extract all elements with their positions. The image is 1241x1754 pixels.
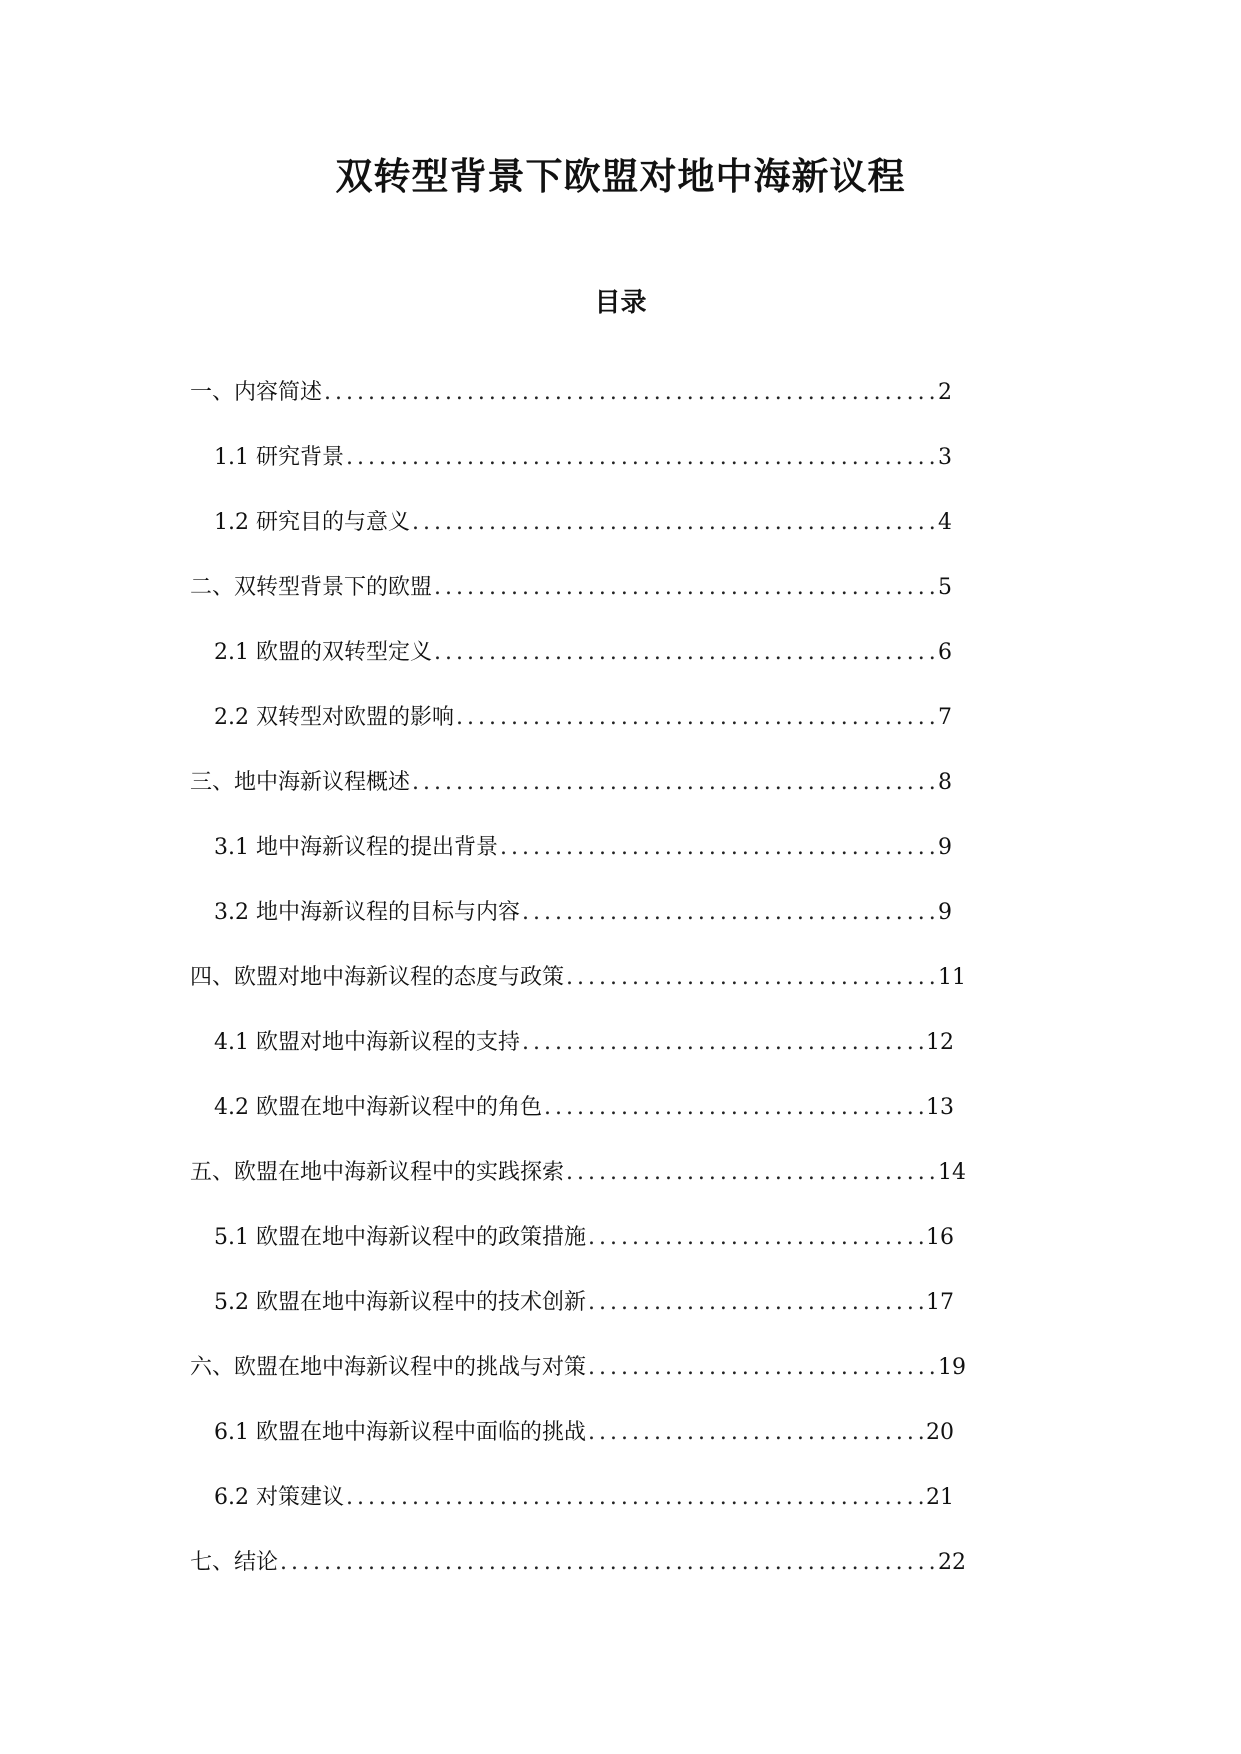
toc-page-number: 5 (938, 575, 952, 600)
toc-dot-leader (566, 965, 936, 991)
toc-entry-number: 6.2 (214, 1485, 249, 1510)
toc-entry-number: 3.1 (214, 835, 249, 860)
toc-entry-section-5[interactable] (190, 1160, 966, 1225)
toc-entry-section-2[interactable] (190, 575, 950, 640)
toc-entry-label: 一、内容简述 (190, 380, 323, 405)
toc-dot-leader (522, 1030, 924, 1056)
toc-entry-number: 4.2 (214, 1095, 249, 1120)
toc-dot-leader (588, 1225, 924, 1251)
toc-dot-leader (456, 705, 936, 731)
toc-dot-leader (588, 1355, 936, 1381)
toc-dot-leader (544, 1095, 924, 1121)
toc-page-number: 7 (938, 705, 952, 730)
toc-entry-label: 欧盟对地中海新议程的支持 (256, 1030, 521, 1055)
document-title: 双转型背景下欧盟对地中海新议程 (335, 154, 906, 198)
toc-entry-label: 研究背景 (256, 445, 345, 470)
toc-page-number: 21 (926, 1485, 954, 1510)
toc-page-number: 20 (926, 1420, 954, 1445)
toc-entry-subsection-1-1[interactable] (190, 445, 950, 510)
toc-page-number: 19 (938, 1355, 966, 1380)
toc-dot-leader (588, 1290, 924, 1316)
toc-dot-leader (500, 835, 936, 861)
toc-entry-label: 欧盟在地中海新议程中面临的挑战 (256, 1420, 587, 1445)
toc-entry-subsection-5-1[interactable] (190, 1225, 954, 1290)
toc-entry-label: 三、地中海新议程概述 (190, 770, 411, 795)
toc-page-number: 9 (938, 900, 952, 925)
toc-page-number: 4 (938, 510, 952, 535)
toc-page-number: 14 (938, 1160, 966, 1185)
toc-entry-number: 5.2 (214, 1290, 249, 1315)
toc-entry-subsection-5-2[interactable] (190, 1290, 954, 1355)
toc-entry-label: 研究目的与意义 (256, 510, 411, 535)
toc-entry-number: 2.1 (214, 640, 249, 665)
toc-dot-leader (412, 770, 936, 796)
toc-entry-number: 1.1 (214, 445, 249, 470)
toc-dot-leader (588, 1420, 924, 1446)
toc-entry-label: 七、结论 (190, 1550, 279, 1575)
toc-dot-leader (412, 510, 936, 536)
toc-entry-subsection-1-2[interactable] (190, 510, 950, 575)
toc-page-number: 9 (938, 835, 952, 860)
toc-entry-section-3[interactable] (190, 770, 950, 835)
toc-entry-subsection-3-2[interactable] (190, 900, 950, 965)
toc-entry-number: 1.2 (214, 510, 249, 535)
toc-page-number: 2 (938, 380, 952, 405)
toc-dot-leader (434, 575, 936, 601)
toc-dot-leader (280, 1550, 936, 1576)
toc-page-number: 17 (926, 1290, 954, 1315)
toc-entry-label: 欧盟的双转型定义 (256, 640, 433, 665)
toc-entry-number: 3.2 (214, 900, 249, 925)
toc-entry-label: 欧盟在地中海新议程中的政策措施 (256, 1225, 587, 1250)
toc-entry-label: 四、欧盟对地中海新议程的态度与政策 (190, 965, 565, 990)
toc-entry-label: 欧盟在地中海新议程中的技术创新 (256, 1290, 587, 1315)
toc-entry-label: 五、欧盟在地中海新议程中的实践探索 (190, 1160, 565, 1185)
toc-entry-label: 欧盟在地中海新议程中的角色 (256, 1095, 543, 1120)
toc-entry-label: 二、双转型背景下的欧盟 (190, 575, 433, 600)
toc-entry-subsection-3-1[interactable] (190, 835, 950, 900)
toc-entry-label: 对策建议 (256, 1485, 345, 1510)
toc-entry-subsection-4-1[interactable] (190, 1030, 954, 1095)
toc-entry-subsection-2-1[interactable] (190, 640, 950, 705)
toc-entry-section-6[interactable] (190, 1355, 966, 1420)
toc-entry-subsection-4-2[interactable] (190, 1095, 954, 1160)
toc-page-number: 11 (938, 965, 966, 990)
toc-entry-label: 六、欧盟在地中海新议程中的挑战与对策 (190, 1355, 587, 1380)
toc-page-number: 13 (926, 1095, 954, 1120)
toc-page-number: 12 (926, 1030, 954, 1055)
toc-dot-leader (522, 900, 936, 926)
toc-entry-number: 2.2 (214, 705, 249, 730)
toc-entry-number: 6.1 (214, 1420, 249, 1445)
toc-entry-label: 双转型对欧盟的影响 (256, 705, 455, 730)
toc-page-number: 22 (938, 1550, 966, 1575)
toc-entry-label: 地中海新议程的提出背景 (256, 835, 499, 860)
toc-page-number: 6 (938, 640, 952, 665)
toc-entry-subsection-6-1[interactable] (190, 1420, 954, 1485)
toc-entry-section-7[interactable] (190, 1550, 966, 1615)
toc-entry-label: 地中海新议程的目标与内容 (256, 900, 521, 925)
table-of-contents (190, 380, 966, 1615)
toc-dot-leader (324, 380, 936, 406)
toc-entry-section-1[interactable] (190, 380, 950, 445)
toc-dot-leader (346, 1485, 924, 1511)
toc-dot-leader (346, 445, 936, 471)
toc-entry-number: 5.1 (214, 1225, 249, 1250)
toc-entry-subsection-2-2[interactable] (190, 705, 950, 770)
toc-entry-subsection-6-2[interactable] (190, 1485, 954, 1550)
toc-entry-section-4[interactable] (190, 965, 966, 1030)
toc-entry-number: 4.1 (214, 1030, 249, 1055)
toc-dot-leader (434, 640, 936, 666)
toc-page-number: 16 (926, 1225, 954, 1250)
toc-page-number: 8 (938, 770, 952, 795)
toc-heading: 目录 (594, 288, 647, 318)
toc-dot-leader (566, 1160, 936, 1186)
toc-page-number: 3 (938, 445, 952, 470)
